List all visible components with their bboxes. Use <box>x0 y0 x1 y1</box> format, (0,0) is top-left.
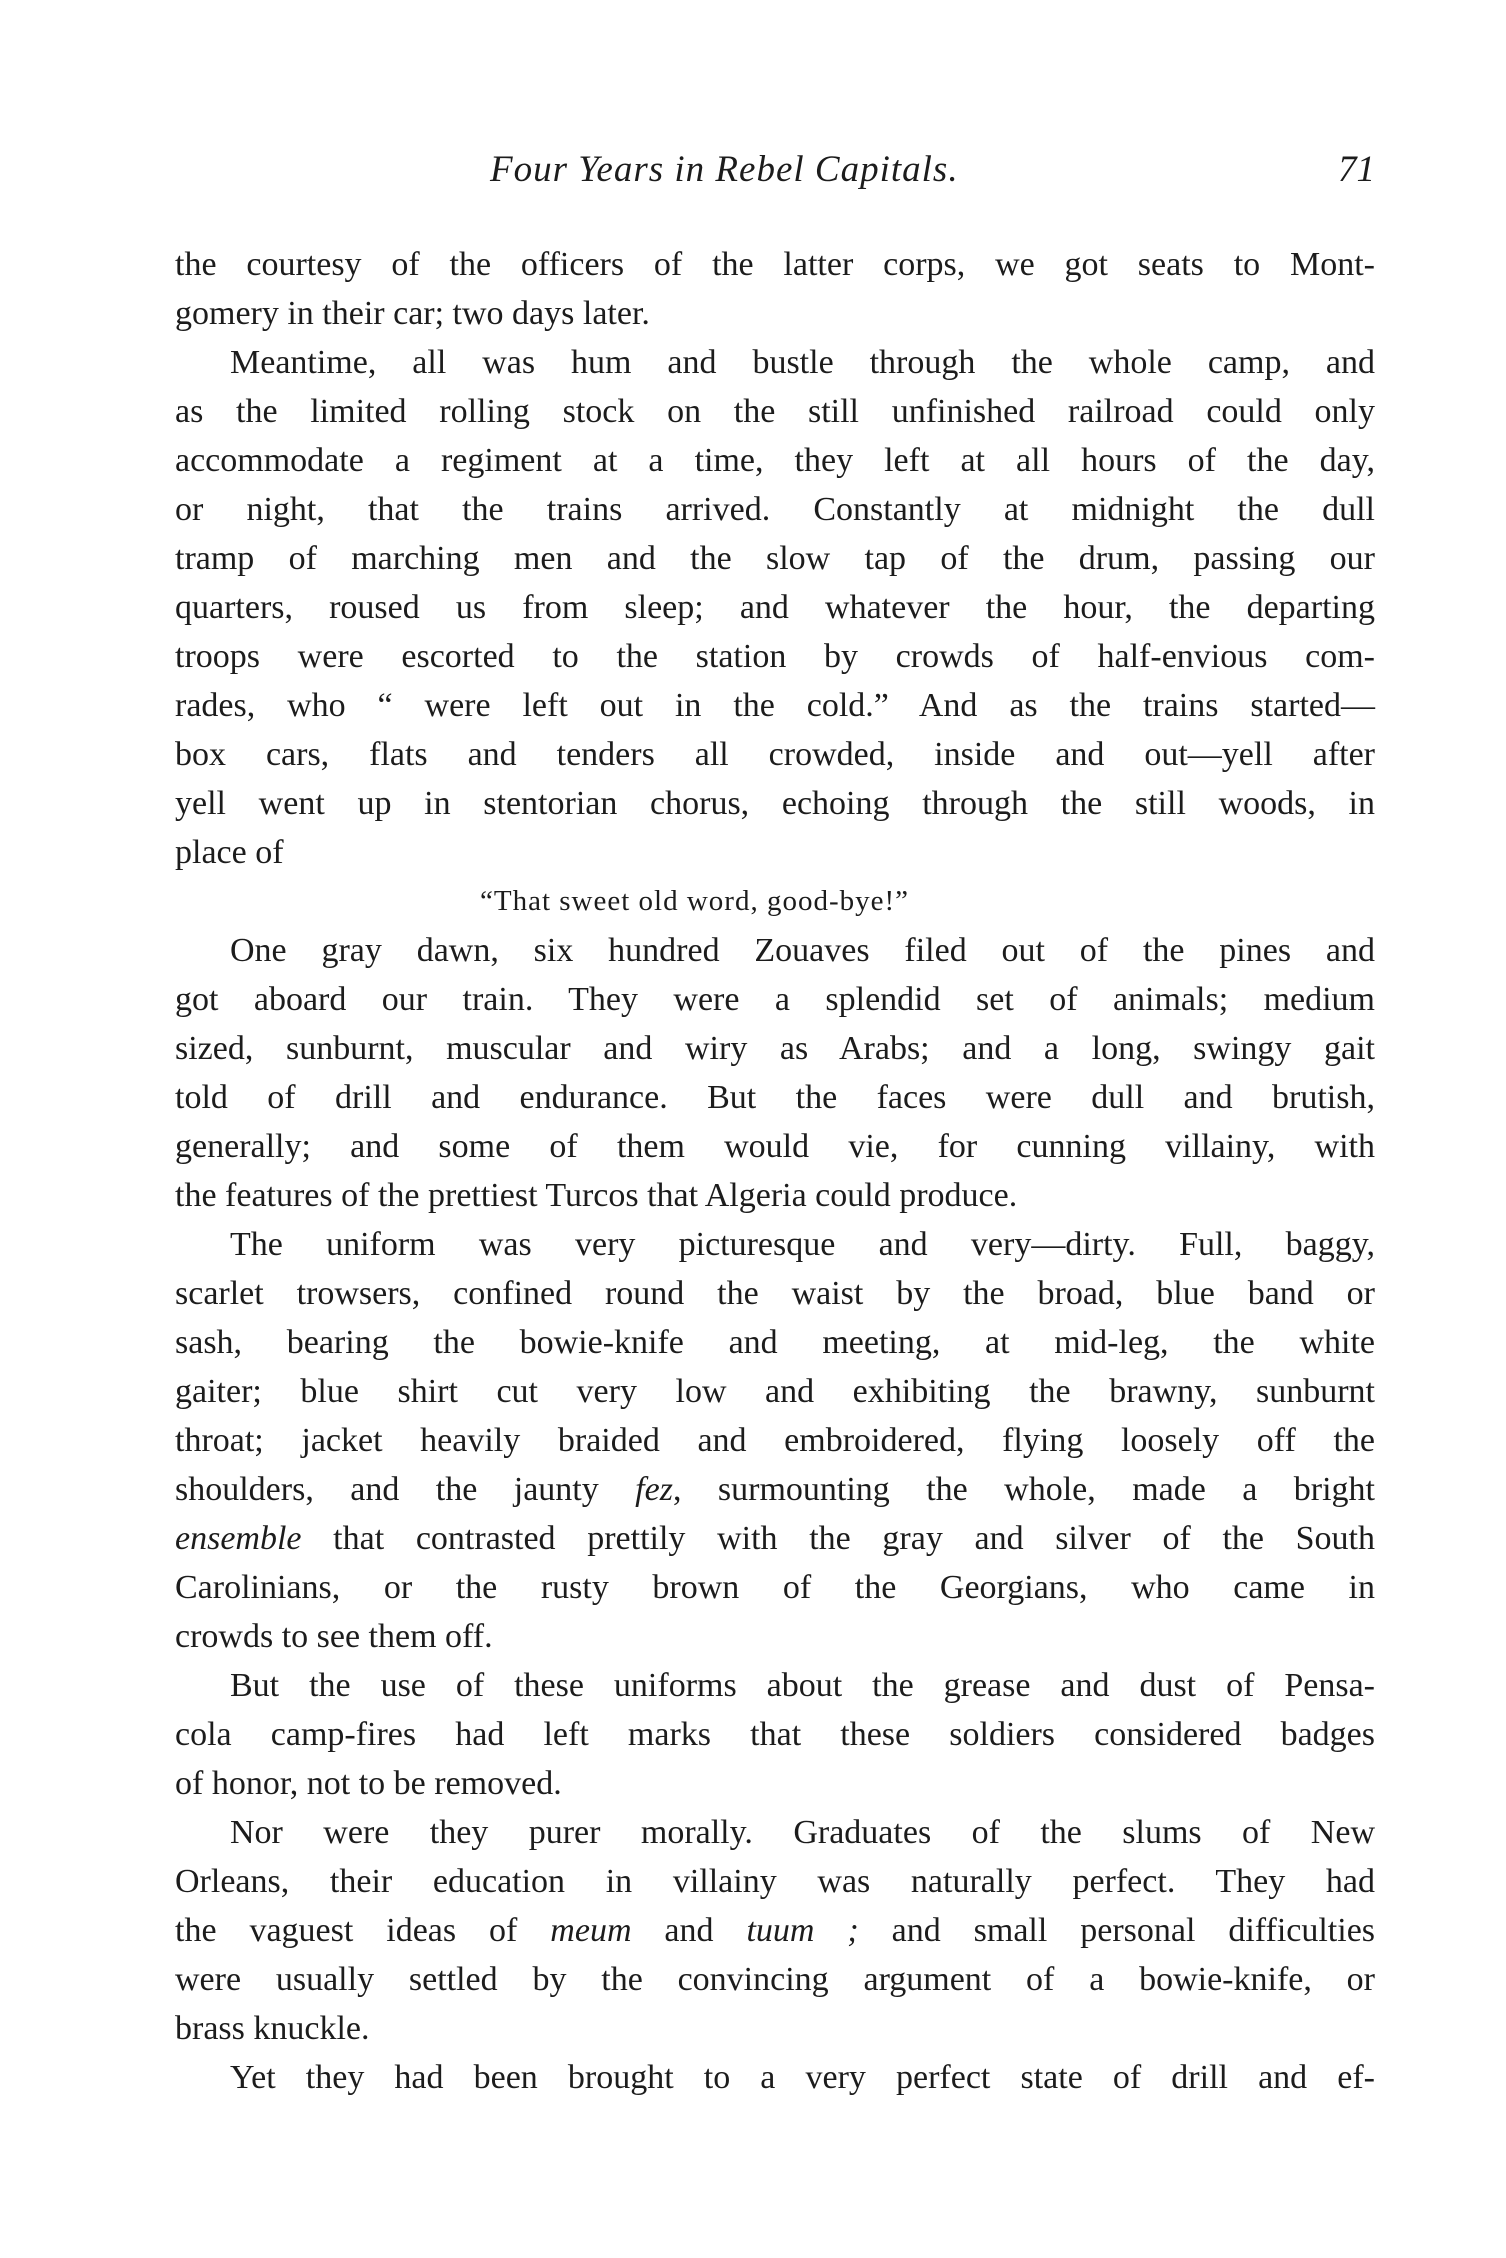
text-line: generally; and some of them would vie, for cunning villainy, with <box>175 1128 1375 1165</box>
text-line: quarters, roused us from sleep; and whatever the hour, the departing <box>175 589 1375 626</box>
text-line: place of <box>175 834 284 871</box>
text-line: sash, bearing the bowie-knife and meeting, at mid-leg, the white <box>175 1324 1375 1361</box>
text-line: or night, that the trains arrived. Constantly at midnight the dull <box>175 491 1375 528</box>
paragraph-4 <box>175 1220 1375 1661</box>
text-line: of honor, not to be removed. <box>175 1765 562 1802</box>
text-segment: the vaguest ideas of <box>175 1912 551 1949</box>
text-line: One gray dawn, six hundred Zouaves filed out of the pines and <box>230 932 1375 969</box>
text-line: accommodate a regiment at a time, they left at all hours of the day, <box>175 442 1375 479</box>
text-line: Carolinians, or the rusty brown of the Georgians, who came in <box>175 1569 1375 1606</box>
text-line: sized, sunburnt, muscular and wiry as Arabs; and a long, swingy gait <box>175 1030 1375 1067</box>
running-title: Four Years in Rebel Capitals. <box>490 149 959 190</box>
text-segment: shoulders, and the jaunty <box>175 1471 599 1508</box>
paragraph-3 <box>175 926 1375 1220</box>
text-segment: that contrasted prettily with the gray and silver of the South <box>301 1520 1375 1557</box>
text-segment: and <box>631 1912 747 1949</box>
italic-word: fez <box>635 1471 673 1508</box>
text-line: scarlet trowsers, confined round the waist by the broad, blue band or <box>175 1275 1375 1312</box>
text-line: as the limited rolling stock on the still unfinished railroad could only <box>175 393 1375 430</box>
paragraph-5 <box>175 1661 1375 1808</box>
text-line: troops were escorted to the station by crowds of half-envious com- <box>175 638 1375 675</box>
text-line: But the use of these uniforms about the grease and dust of Pensa- <box>230 1667 1375 1704</box>
text-line: told of drill and endurance. But the faces were dull and brutish, <box>175 1079 1375 1116</box>
italic-word: tuum ; <box>746 1912 859 1949</box>
text-line: Yet they had been brought to a very perfect state of drill and ef- <box>230 2059 1375 2096</box>
italic-word: meum <box>550 1912 632 1949</box>
body-text <box>175 240 1375 2102</box>
italic-word: ensemble <box>175 1520 302 1557</box>
block-quote: “That sweet old word, good-bye!” <box>480 885 910 917</box>
text-line: box cars, flats and tenders all crowded, inside and out—yell after <box>175 736 1375 773</box>
text-line-with-italic <box>175 1906 1375 1955</box>
paragraph-1 <box>175 240 1375 338</box>
text-line-with-italic <box>175 1465 1375 1514</box>
running-head <box>175 148 1375 208</box>
text-line: the features of the prettiest Turcos that Algeria could produce. <box>175 1177 1018 1214</box>
text-line: tramp of marching men and the slow tap of the drum, passing our <box>175 540 1375 577</box>
text-line: cola camp-fires had left marks that these soldiers considered badges <box>175 1716 1375 1753</box>
text-segment: and small personal difficulties <box>858 1912 1376 1949</box>
text-line: yell went up in stentorian chorus, echoing through the still woods, in <box>175 785 1375 822</box>
page-number: 71 <box>1338 149 1375 190</box>
text-line: Nor were they purer morally. Graduates of the slums of New <box>230 1814 1375 1851</box>
paragraph-2 <box>175 338 1375 926</box>
text-line: were usually settled by the convincing argument of a bowie-knife, or <box>175 1961 1375 1998</box>
text-line-with-italic <box>175 1514 1375 1563</box>
text-segment: , surmounting the whole, made a bright <box>672 1471 1375 1508</box>
text-line: gaiter; blue shirt cut very low and exhibiting the brawny, sunburnt <box>175 1373 1375 1410</box>
paragraph-6 <box>175 1808 1375 2053</box>
paragraph-7 <box>175 2053 1375 2102</box>
text-line: Meantime, all was hum and bustle through the whole camp, and <box>230 344 1375 381</box>
text-line: Orleans, their education in villainy was naturally perfect. They had <box>175 1863 1375 1900</box>
text-line: throat; jacket heavily braided and embroidered, flying loosely off the <box>175 1422 1375 1459</box>
text-line: rades, who “ were left out in the cold.” And as the trains started— <box>175 687 1375 724</box>
text-line: brass knuckle. <box>175 2010 370 2047</box>
text-line: the courtesy of the officers of the latter corps, we got seats to Mont- <box>175 246 1375 283</box>
text-line: crowds to see them off. <box>175 1618 493 1655</box>
text-line: gomery in their car; two days later. <box>175 295 650 332</box>
text-line: The uniform was very picturesque and very—dirty. Full, baggy, <box>230 1226 1375 1263</box>
text-line: got aboard our train. They were a splendid set of animals; medium <box>175 981 1375 1018</box>
